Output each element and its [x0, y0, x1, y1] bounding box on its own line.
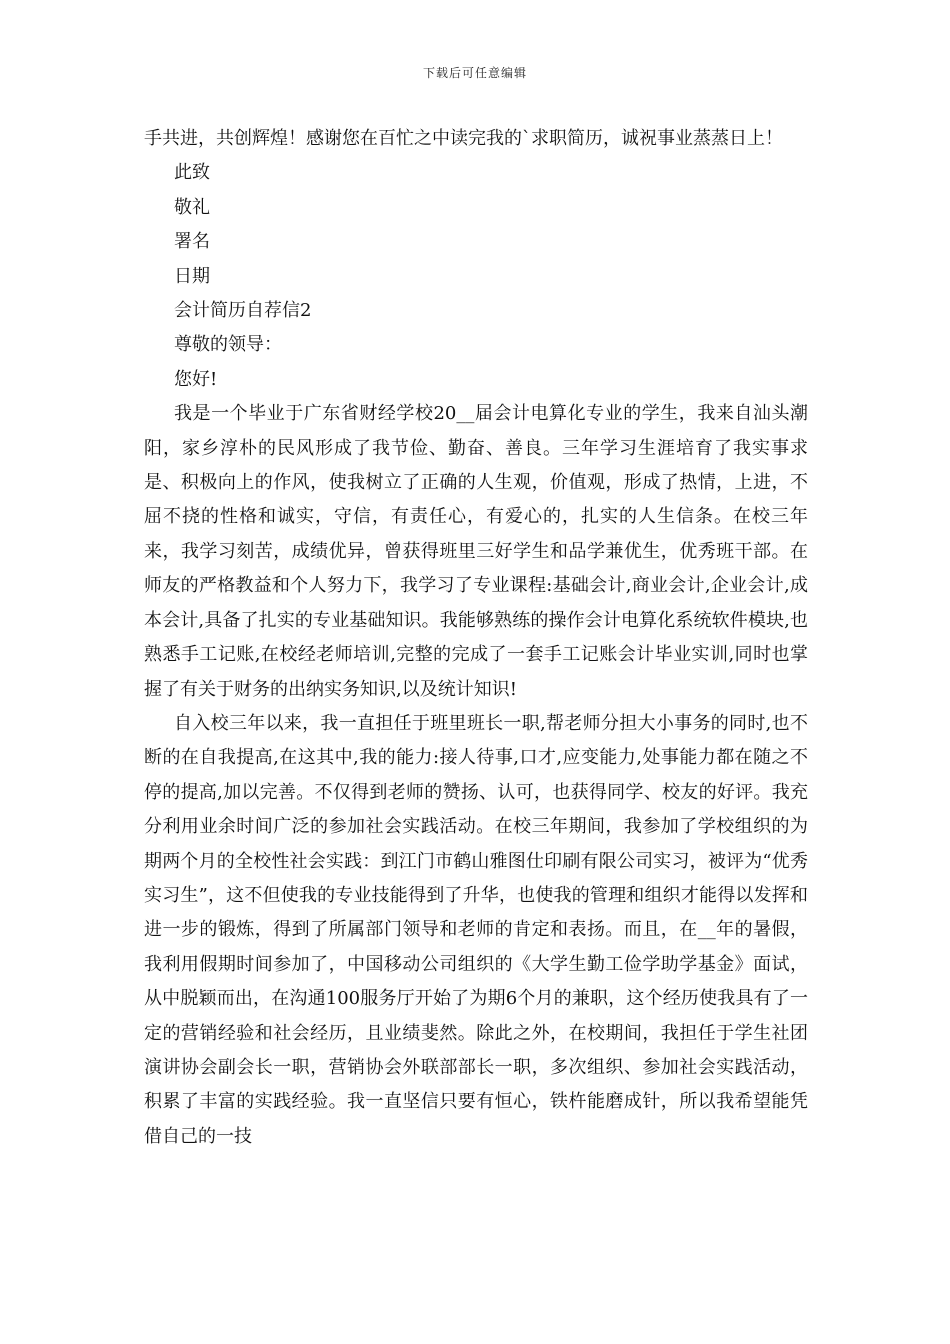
salutation-line: 此致 [174, 162, 210, 184]
section-title: 会计简历自荐信2 [174, 300, 312, 322]
greeting-line: 尊敬的领导： [174, 334, 282, 356]
salutation-line: 敬礼 [174, 196, 210, 218]
page-header: 下载后可任意编辑 [422, 66, 527, 80]
body-paragraph: 我是一个毕业于广东省财经学校20__届会计电算化专业的学生，我来自汕头潮阳，家乡淳朴的民风形成了我节俭、勤奋、善良。三年学习生涯培育了我实事求是、积极向上的作风，使我树立了正确的人生观，价值观，形成了热情，上进，不屈不挠的性格和诚实，守信，有责任心，有爱心的，扎实的人生信条。在校三年来，我学习刻苦，成绩优异，曾获得班里三好学生和品学兼优生，优秀班干部。在师友的严格教益和个人努力下，我学习了专业课程:基础会计,商业会计,企业会计,成本会计,具备了扎实的专业基础知识。我能够熟练的操作会计电算化系统软件模块,也熟悉手工记账,在校经老师培训,完整的完成了一套手工记账会计毕业实训,同时也掌握了有关于财务的出纳实务知识,以及统计知识! [144, 403, 808, 700]
closing-paragraph: 手共进，共创辉煌！感谢您在百忙之中读完我的`求职简历，诚祝事业蒸蒸日上！ [144, 128, 783, 149]
body-paragraph: 自入校三年以来，我一直担任于班里班长一职,帮老师分担大小事务的同时,也不断的在自我提高,在这其中,我的能力:接人待事,口才,应变能力,处事能力都在随之不停的提高,加以完善。不仅得到老师的赞扬、认可，也获得同学、校友的好评。我充分利用业余时间广泛的参加社会实践活动。在校三年期间，我参加了学校组织的为期两个月的全校性社会实践：到江门市鹤山雅图仕印刷有限公司实习，被评为“优秀实习生”，这不但使我的专业技能得到了升华，也使我的管理和组织才能得以发挥和进一步的锻炼，得到了所属部门领导和老师的肯定和表扬。而且，在__年的暑假，我利用假期时间参加了，中国移动公司组织的《大学生勤工俭学助学基金》面试，从中脱颖而出，在沟通100服务厅开始了为期6个月的兼职，这个经历使我具有了一定的营销经验和社会经历，且业绩斐然。除此之外，在校期间，我担任于学生社团演讲协会副会长一职，营销协会外联部部长一职，多次组织、参加社会实践活动，积累了丰富的实践经验。我一直坚信只要有恒心，铁杵能磨成针，所以我希望能凭借自己的一技 [144, 712, 808, 1147]
document-body [144, 122, 808, 1154]
greeting-line: 您好! [174, 368, 218, 390]
signature-line: 署名 [174, 231, 210, 253]
date-line: 日期 [174, 265, 210, 287]
